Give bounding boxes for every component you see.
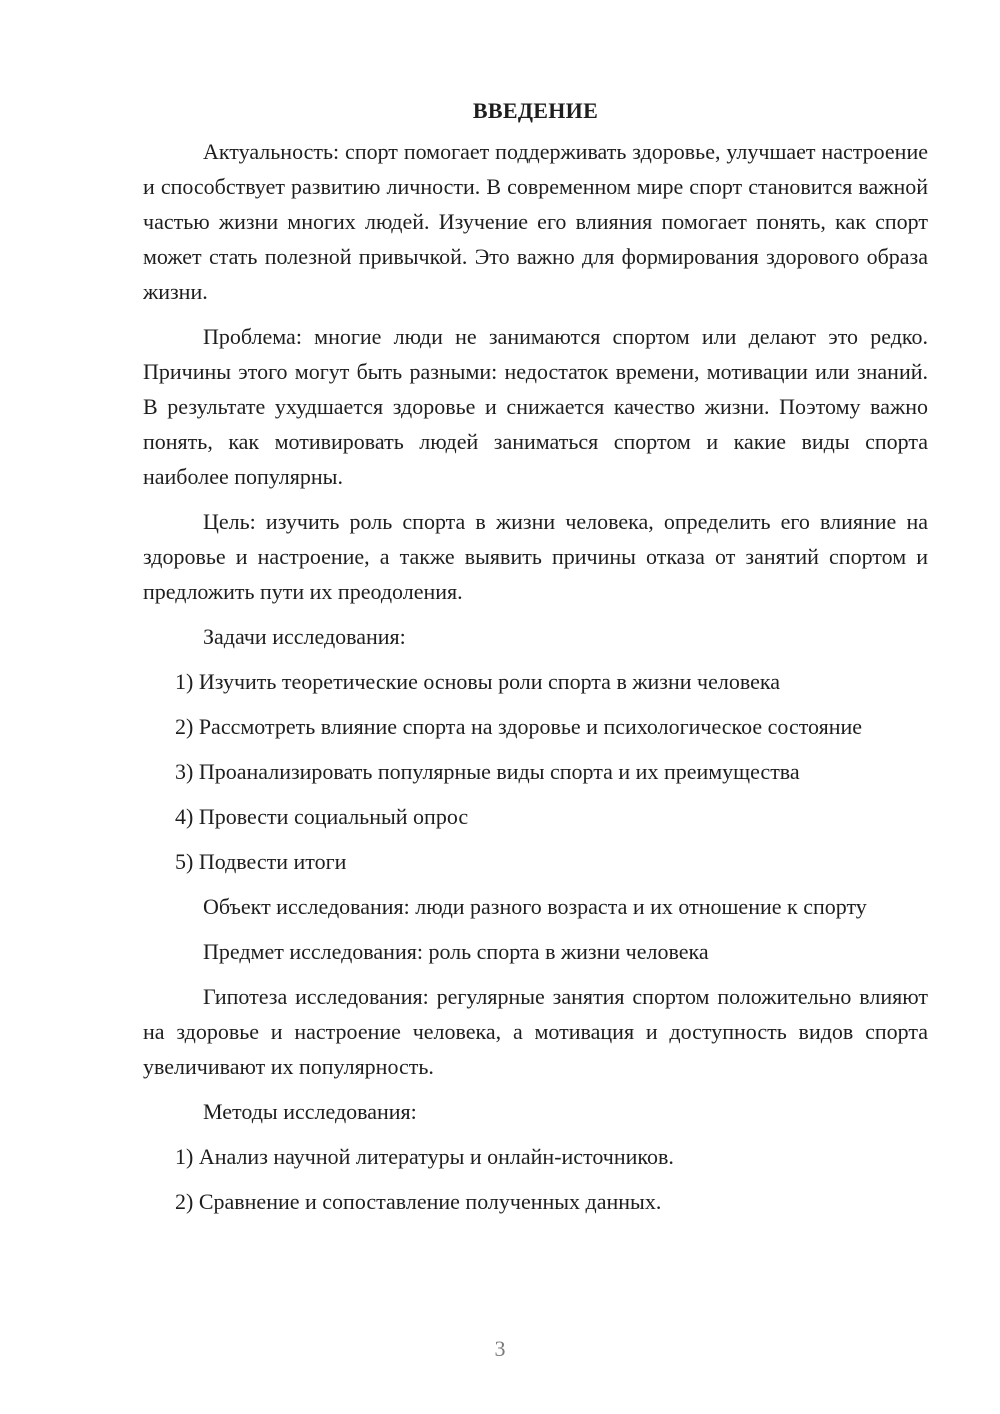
paragraph-hypothesis: Гипотеза исследования: регулярные занятия спортом положительно влияют на здоровье и настроение человека, а мотивация и доступность видов спорта увеличивают их популярность.: [143, 984, 928, 1079]
task-item: 3) Проанализировать популярные виды спорта и их преимущества: [175, 759, 800, 784]
methods-heading: Методы исследования:: [203, 1099, 417, 1124]
section-title: ВВЕДЕНИЕ: [472, 98, 599, 123]
task-item: 4) Провести социальный опрос: [175, 804, 469, 829]
method-item: 1) Анализ научной литературы и онлайн-источников.: [175, 1144, 674, 1169]
task-item: 1) Изучить теоретические основы роли спорта в жизни человека: [175, 669, 780, 694]
page-number: 3: [494, 1336, 506, 1361]
tasks-heading: Задачи исследования:: [203, 624, 406, 649]
paragraph-subject: Предмет исследования: роль спорта в жизни человека: [203, 939, 709, 964]
page-content: [143, 93, 928, 1229]
task-item: 2) Рассмотреть влияние спорта на здоровье и психологическое состояние: [175, 714, 863, 739]
task-item: 5) Подвести итоги: [175, 849, 347, 874]
paragraph-object: Объект исследования: люди разного возраста и их отношение к спорту: [203, 894, 867, 919]
paragraph-problem: Проблема: многие люди не занимаются спортом или делают это редко. Причины этого могут быть разными: недостаток времени, мотивации или знаний. В результате ухудшается здоровье и снижается качество жизни. Поэтому важно понять, как мотивировать людей заниматься спортом и какие виды спорта наиболее популярны.: [143, 324, 928, 489]
paragraph-relevance: Актуальность: спорт помогает поддерживать здоровье, улучшает настроение и способствует развитию личности. В современном мире спорт становится важной частью жизни многих людей. Изучение его влияния помогает понять, как спорт может стать полезной привычкой. Это важно для формирования здорового образа жизни.: [143, 139, 928, 304]
method-item: 2) Сравнение и сопоставление полученных данных.: [175, 1189, 662, 1214]
paragraph-goal: Цель: изучить роль спорта в жизни человека, определить его влияние на здоровье и настроение, а также выявить причины отказа от занятий спортом и предложить пути их преодоления.: [143, 509, 928, 604]
